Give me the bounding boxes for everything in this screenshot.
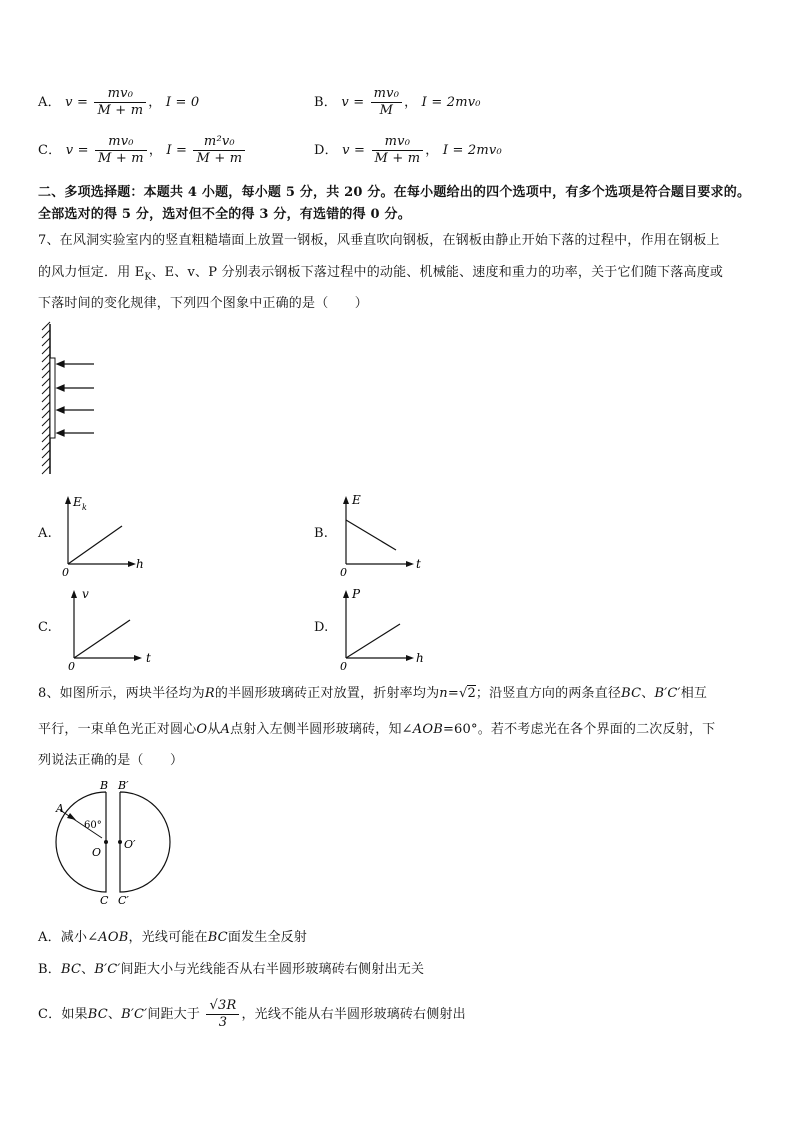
x-axis-label: h	[136, 557, 144, 571]
q7-option-d-label: D.	[314, 620, 329, 635]
q8-text-line3: 列说法正确的是（ ）	[38, 753, 184, 768]
q8-text-line1: 8、如图所示，两块半径均为R的半圆形玻璃砖正对放置，折射率均为n=√2；沿竖直方向的两条直径BC、B′C′相互	[38, 686, 708, 701]
q6-option-c: C． v = $\frac{\text{mv₀}}{M + m}$ ， I = $\frac{\text{m²v₀}}{M + m}$	[38, 134, 247, 167]
fraction: $\frac{\text{m²v₀}}{M + m}$	[193, 134, 245, 167]
fraction: $\frac{\text{mv₀}}{M + m}$	[372, 134, 424, 167]
o-label: O	[92, 846, 102, 859]
q8-option-a: A．减小∠AOB，光线可能在BC面发生全反射	[38, 930, 308, 945]
y-axis-sub: k	[82, 503, 87, 512]
point-c-label: C	[100, 894, 109, 907]
point-a-label: A	[56, 802, 64, 815]
fraction: $\frac{\text{mv₀}}{M + m}$	[94, 86, 146, 119]
center-op	[118, 840, 122, 844]
y-axis-label: E	[352, 493, 361, 507]
point-b-label: B	[100, 779, 109, 792]
q8-option-c: C．如果BC、B′C′间距大于 $\frac{√3R}{3}$ ，光线不能从右半圆形玻璃砖右侧射出	[38, 998, 466, 1030]
p-line	[346, 624, 400, 658]
q7-graph-a	[60, 492, 155, 578]
origin-label: 0	[340, 566, 347, 578]
ray-arrow	[67, 813, 76, 820]
section-heading-line2: 全部选对的得 5 分，选对但不全的得 3 分，有选错的得 0 分。	[38, 207, 411, 222]
q6-option-a: A． v = $\frac{\text{mv₀}}{M + m}$ ， I = 0	[38, 86, 200, 118]
y-axis-label: P	[352, 587, 361, 601]
q7-graph-c	[66, 586, 161, 672]
x-axis-label: t	[416, 557, 421, 571]
x-axis-label: h	[416, 651, 424, 665]
section-heading: 二、多项选择题：本题共 4 小题，每小题 5 分，共 20 分。在每小题给出的四个选项中，有多个选项是符合题目要求的。	[38, 185, 751, 200]
fraction: $\frac{\text{mv₀}}{M + m}$	[95, 134, 147, 167]
origin-label: 0	[340, 660, 347, 672]
point-bp-label: B′	[118, 779, 129, 792]
q7-text-line2: 的风力恒定．用 $E_K$、E、v、P 分别表示钢板下落过程中的动能、机械能、速度和重力的功率，关于它们随下落高度或	[38, 265, 724, 283]
x-axis-label: t	[146, 651, 151, 665]
fraction: $\frac{\text{mv₀}}{M}$	[371, 86, 402, 119]
y-axis-label: E	[73, 495, 82, 509]
point-cp-label: C′	[118, 894, 129, 907]
wind-wall-diagram	[38, 320, 100, 478]
q7-option-a-label: A.	[38, 526, 52, 541]
sqrt-symbol: √	[458, 686, 468, 701]
semicircle-glass-diagram	[50, 778, 175, 910]
q7-option-c-label: C.	[38, 620, 53, 635]
ek-line	[68, 526, 122, 564]
angle-label: 60°	[84, 820, 102, 831]
q7-graph-b	[338, 492, 433, 578]
q8-text-line2: 平行，一束单色光正对圆心O从A点射入左侧半圆形玻璃砖，知∠AOB=60°。若不考虑光在各个界面的二次反射，下	[38, 722, 716, 737]
fraction: $\frac{√3R}{3}$	[206, 998, 239, 1031]
q6-option-b: B． v = $\frac{\text{mv₀}}{M}$ ， I = 2mv₀	[314, 86, 481, 118]
v-line	[74, 620, 130, 658]
origin-label: 0	[68, 660, 75, 672]
q7-text-line1: 7、在风洞实验室内的竖直粗糙墙面上放置一钢板，风垂直吹向钢板，在钢板由静止开始下落的过程中，作用在钢板上	[38, 233, 720, 248]
q7-text-line3: 下落时间的变化规律，下列四个图象中正确的是（ ）	[38, 296, 369, 311]
origin-label: 0	[62, 566, 69, 578]
y-axis-label: v	[82, 587, 89, 601]
q8-option-b: B．BC、B′C′间距大小与光线能否从右半圆形玻璃砖右侧射出无关	[38, 962, 425, 977]
q7-option-b-label: B.	[314, 526, 329, 541]
q7-graph-d	[338, 586, 433, 672]
sqrt-symbol: √	[209, 998, 218, 1013]
center-o	[104, 840, 108, 844]
op-label: O′	[124, 838, 136, 851]
q6-option-d: D． v = $\frac{\text{mv₀}}{M + m}$ ， I = 2mv₀	[314, 134, 502, 166]
e-line	[346, 520, 396, 550]
